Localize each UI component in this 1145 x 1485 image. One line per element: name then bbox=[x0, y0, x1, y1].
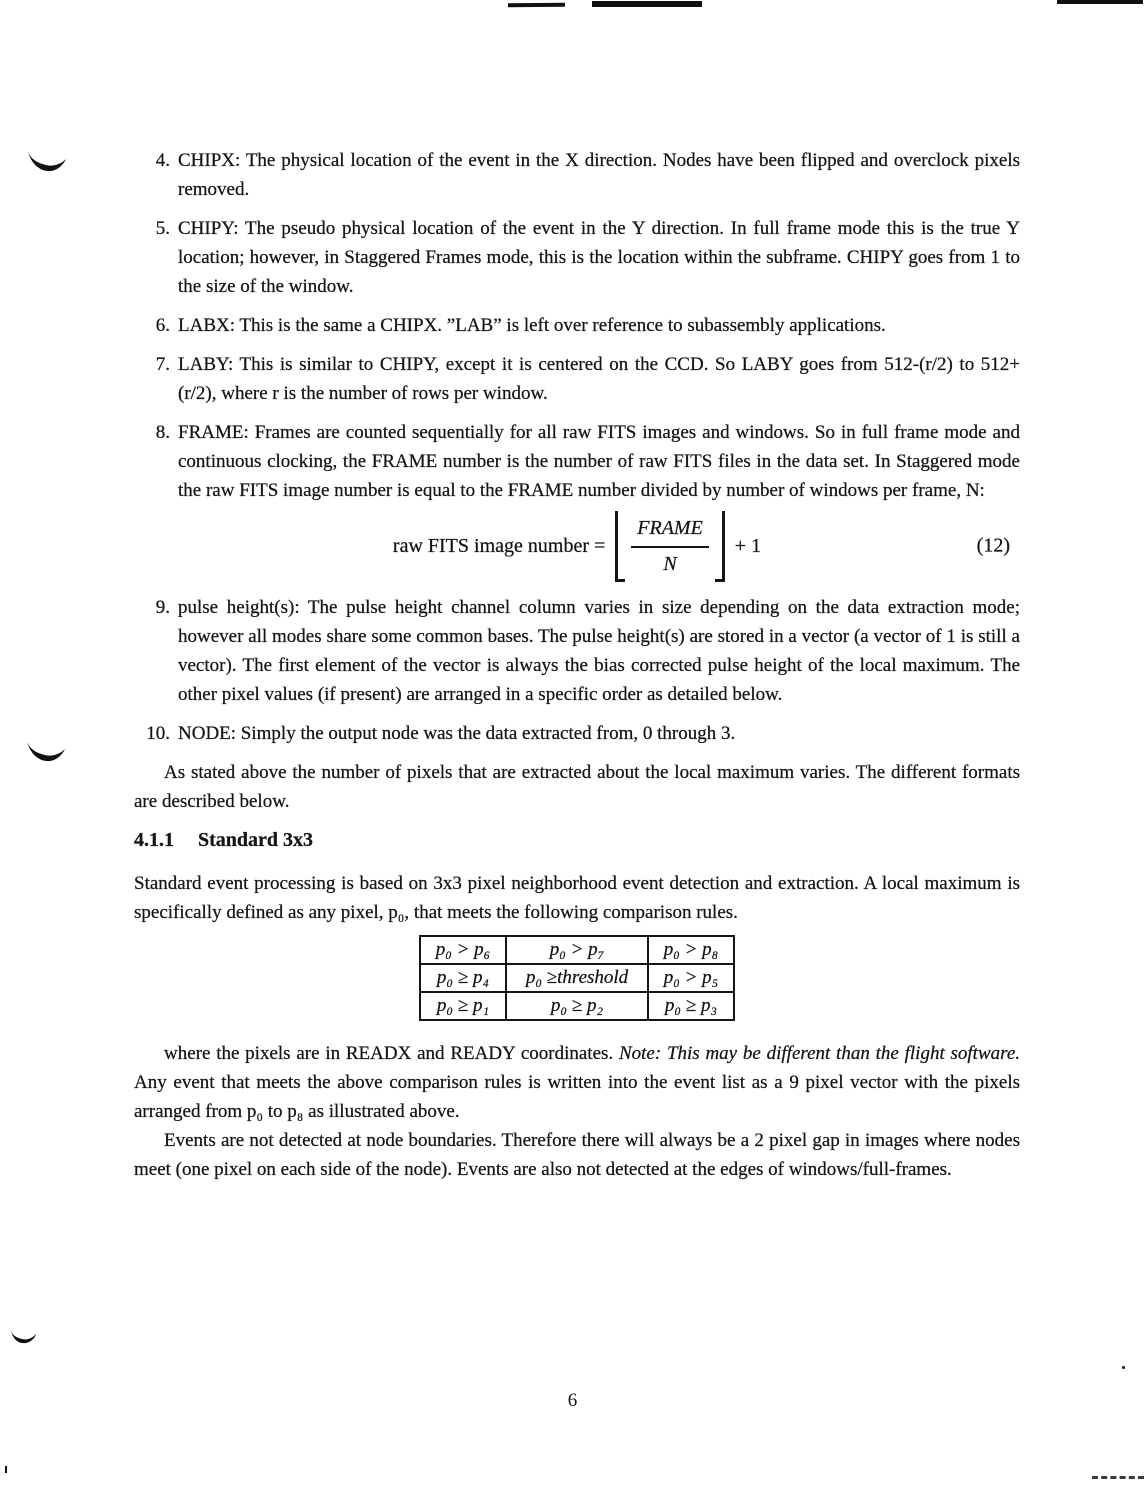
equation-number: (12) bbox=[976, 534, 1010, 557]
table-row bbox=[420, 964, 734, 992]
floor-right-bracket bbox=[715, 511, 725, 582]
fraction bbox=[625, 511, 715, 582]
equation-raw-fits-image-number bbox=[134, 515, 1020, 577]
document-body bbox=[134, 146, 1020, 1184]
margin-check-mark-3 bbox=[10, 1326, 37, 1348]
table-row bbox=[420, 936, 734, 964]
fraction-numerator: FRAME bbox=[631, 514, 709, 548]
table-cell: p₀ > p₅ bbox=[648, 964, 734, 992]
scan-dashes-bottom-right bbox=[1092, 1476, 1144, 1479]
list-item-frame bbox=[134, 418, 1020, 505]
fraction-denominator: N bbox=[663, 552, 677, 575]
table-row bbox=[420, 992, 734, 1020]
paragraph-standard-3x3: Standard event processing is based on 3x3 pixel neighborhood event detection and extraction. A local maximum is specifically defined as any pixel, p₀, that meets the following comparison rules. bbox=[134, 873, 1020, 923]
list-item-text: FRAME: Frames are counted sequentially for all raw FITS images and windows. So in full frame mode and continuous clocking, the FRAME number is the number of raw FITS files in the data set. In Staggered mode the raw FITS image number is equal to the FRAME number divided by number of windows per frame, N: bbox=[178, 422, 1020, 501]
comparison-rules-table bbox=[419, 935, 735, 1021]
scan-streak-top-center-small bbox=[508, 3, 565, 8]
section-title: Standard 3x3 bbox=[198, 829, 314, 851]
list-item-text: LABY: This is similar to CHIPY, except it is centered on the CCD. So LABY goes from 512-(r/2) to 512+(r/2), where r is the number of rows per window. bbox=[178, 354, 1020, 404]
scan-streak-top-center-large bbox=[592, 1, 702, 7]
list-item-number: 8. bbox=[155, 422, 170, 443]
section-number: 4.1.1 bbox=[134, 829, 174, 851]
list-item-node bbox=[134, 719, 1020, 748]
table-cell: p₀ ≥ p₄ bbox=[420, 964, 506, 992]
list-item-pulse-height bbox=[134, 593, 1020, 709]
list-item-number: 6. bbox=[155, 315, 170, 336]
list-item-number: 5. bbox=[155, 218, 170, 239]
floor-function-brackets bbox=[615, 511, 725, 582]
paragraph-events: Events are not detected at node boundaries. Therefore there will always be a 2 pixel gap in images where nodes meet (one pixel on each side of the node). Events are also not detected at the edges of windows/full-frames. bbox=[134, 1130, 1020, 1180]
equation-lhs: raw FITS image number = bbox=[392, 534, 606, 557]
paragraph-intro: As stated above the number of pixels that are extracted about the local maximum varies. The different formats are described below. bbox=[134, 762, 1020, 812]
italic-text-run: Note: This may be different than the flight software. bbox=[618, 1043, 1021, 1064]
margin-check-mark-2 bbox=[26, 740, 66, 766]
table-cell: p₀ ≥ p₂ bbox=[506, 992, 648, 1020]
text-run: where the pixels are in READX and READY coordinates. bbox=[164, 1043, 619, 1064]
list-item-labx bbox=[134, 311, 1020, 340]
equation-body bbox=[393, 511, 761, 582]
equation-suffix: + 1 bbox=[734, 534, 762, 557]
margin-check-mark-1 bbox=[27, 150, 67, 176]
scan-speck-bottom-left bbox=[5, 1466, 7, 1473]
scan-speck-right bbox=[1122, 1366, 1125, 1369]
text-run: Any event that meets the above comparison rules is written into the event list as a 9 pixel vector with the pixels arranged from p₀ to p₈ as illustrated above. bbox=[134, 1072, 1020, 1122]
list-item-number: 9. bbox=[155, 597, 170, 618]
list-item-text: CHIPX: The physical location of the event in the X direction. Nodes have been flipped and overclock pixels removed. bbox=[178, 150, 1020, 200]
list-item-text: LABX: This is the same a CHIPX. ”LAB” is left over reference to subassembly applications. bbox=[178, 315, 886, 336]
table-cell: p₀ ≥ p₁ bbox=[420, 992, 506, 1020]
list-item-text: NODE: Simply the output node was the data extracted from, 0 through 3. bbox=[178, 723, 736, 744]
table-cell: p₀ ≥ p₃ bbox=[648, 992, 734, 1020]
page-number: 6 bbox=[567, 1390, 578, 1411]
floor-left-bracket bbox=[615, 511, 625, 582]
table-cell: p₀ ≥threshold bbox=[506, 964, 648, 992]
section-heading bbox=[134, 826, 1020, 855]
paragraph-where-note bbox=[134, 1039, 1020, 1126]
list-item-number: 7. bbox=[155, 354, 170, 375]
list-item-text: pulse height(s): The pulse height channel column varies in size depending on the data extraction mode; however all modes share some common bases. The pulse height(s) are stored in a vector (a vector of 1 is still a vector). The first element of the vector is always the bias corrected pulse height of the local maximum. The other pixel values (if present) are arranged in a specific order as detailed below. bbox=[178, 597, 1020, 705]
list-item-chipx bbox=[134, 146, 1020, 204]
list-item-number: 10. bbox=[146, 723, 170, 744]
list-item-number: 4. bbox=[155, 150, 170, 171]
table-cell: p₀ > p₈ bbox=[648, 936, 734, 964]
list-item-laby bbox=[134, 350, 1020, 408]
scan-streak-top-right bbox=[1057, 0, 1143, 4]
table-cell: p₀ > p₇ bbox=[506, 936, 648, 964]
table-cell: p₀ > p₆ bbox=[420, 936, 506, 964]
list-item-chipy bbox=[134, 214, 1020, 301]
list-item-text: CHIPY: The pseudo physical location of the event in the Y direction. In full frame mode this is the true Y location; however, in Staggered Frames mode, this is the location within the subframe. CHIPY goes from 1 to the size of the window. bbox=[178, 218, 1020, 297]
